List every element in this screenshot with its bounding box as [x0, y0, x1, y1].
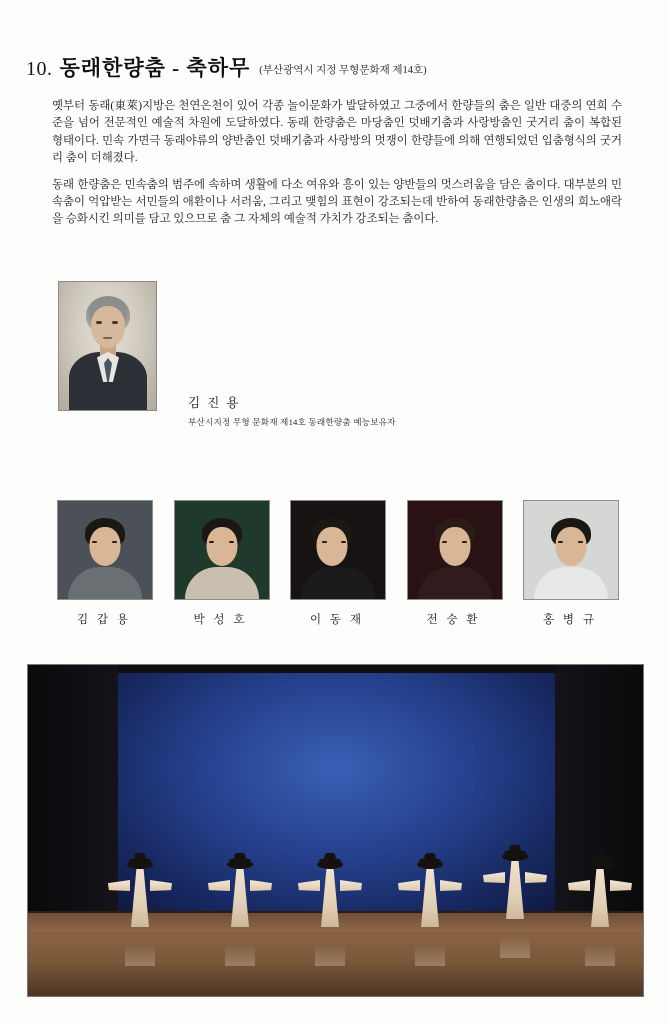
- dancer-photo: [407, 500, 503, 600]
- performer: [108, 860, 172, 938]
- title-number: 10.: [26, 58, 53, 80]
- dancer-photo: [174, 500, 270, 600]
- performer: [483, 852, 547, 930]
- stage-performance-photo: [27, 664, 644, 997]
- dancer-list: [57, 500, 617, 627]
- list-item: [407, 500, 501, 627]
- list-item: [523, 500, 617, 627]
- dancer-name: 김 갑 용: [76, 614, 132, 626]
- list-item: [57, 500, 151, 627]
- dancer-name: 홍 병 규: [542, 614, 598, 626]
- title-main: 동래한량춤 - 축하무: [59, 56, 251, 80]
- master-block: [58, 281, 478, 427]
- performer: [568, 860, 632, 938]
- list-item: [290, 500, 384, 627]
- body-paragraph-1: 옛부터 동래(東萊)지방은 천연온천이 있어 각종 놀이문화가 발달하였고 그중에서 한량들의 춤은 일반 대중의 연희 수준을 넘어 전문적인 예술적 차원에 도달하였다. 동래 한량춤은 마당춤인 덧배기춤과 사랑방춤인 굿거리 춤이 복합된 형태이다. 민속 가면극 동래야류의 양반춤인 덧배기춤과 사랑방의 멋쟁이 한량들에 의해 연행되었던 입춤형식의 굿거리 춤이 더해졌다.: [52, 100, 622, 165]
- dancer-name: 전 숭 환: [426, 614, 481, 626]
- dancer-name: 이 동 재: [309, 614, 365, 626]
- body-text: [52, 98, 622, 238]
- master-caption: [188, 393, 488, 428]
- list-item: [174, 500, 268, 627]
- dancer-name: 박 성 호: [193, 614, 248, 626]
- page-title: [26, 52, 646, 82]
- dancer-photo: [290, 500, 386, 600]
- performer: [398, 860, 462, 938]
- master-name: 김 진 용: [188, 396, 241, 410]
- dancer-photo: [57, 500, 153, 600]
- performer: [298, 860, 362, 938]
- dancer-photo: [523, 500, 619, 600]
- master-portrait-photo: [58, 281, 157, 411]
- master-role: 부산시지정 무형 문화재 제14호 동래한량춤 예능보유자: [188, 417, 396, 427]
- body-paragraph-2: 동래 한량춤은 민속춤의 범주에 속하며 생활에 다소 여유와 흥이 있는 양반들의 멋스러움을 담은 춤이다. 대부분의 민속춤이 억압받는 서민들의 애환이나 서러움, 그리고 맺힘의 표현이 강조되는데 반하여 동래한량춤은 인생의 희노애락을 승화시킨 의미를 담고 있으므로 춤 그 자체의 예술적 가치가 강조되는 춤이다.: [52, 178, 622, 226]
- performer: [208, 860, 272, 938]
- title-subtitle: (부산광역시 지정 무형문화재 제14호): [259, 65, 427, 76]
